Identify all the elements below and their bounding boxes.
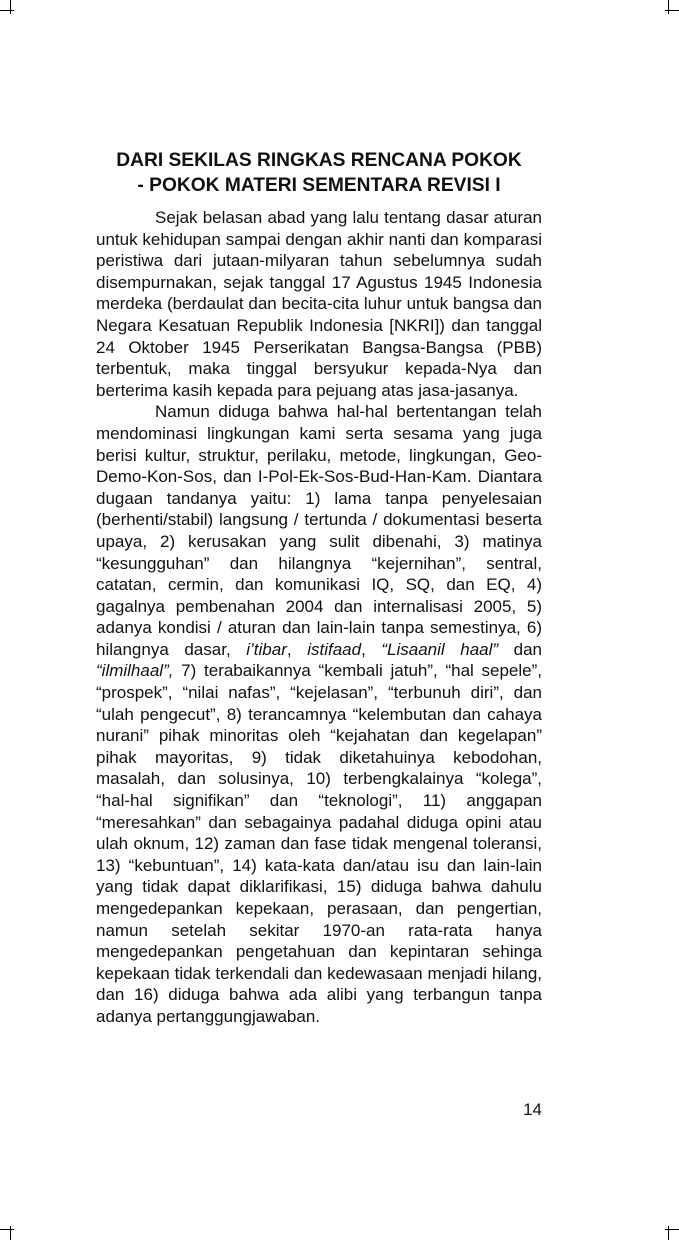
page-number: 14 [523,1100,542,1119]
paragraph-2-text: Namun diduga bahwa hal-hal bertentangan telah mendominasi lingkungan kami serta sesama yang juga berisi kultur, struktur, perilaku, metode, lingkungan, Geo-Demo-Kon-Sos, dan I-Pol-Ek-Sos-Bud-Han-Kam. Diantara dugaan tandanya yaitu: 1) lama tanpa penyelesaian (berhenti/stabil) langsung / tertunda / dokumentasi beserta upaya, 2) kerusakan yang sulit dibenahi, 3) matinya “kesungguhan” dan hilangnya “kejernihan”, sentral, catatan, cermin, dan komunikasi IQ, SQ, dan EQ, 4) gagalnya pembenahan 2004 dan internalisasi 2005, 5) adanya kondisi / aturan dan lain-lain tanpa semestinya, 6) hilangnya dasar, [96,402,542,659]
crop-mark-top-right [665,10,679,11]
crop-mark-top-right [668,0,669,14]
paragraph-2 [96,401,542,1027]
paragraph-1: Sejak belasan abad yang lalu tentang dasar aturan untuk kehidupan sampai dengan akhir nanti dan komparasi peristiwa dari jutaan-milyaran tahun sebelumnya sudah disempurnakan, sejak tanggal 17 Agustus 1945 Indonesia merdeka (berdaulat dan becita-cita luhur untuk bangsa dan Negara Kesatuan Republik Indonesia [NKRI]) dan tanggal 24 Oktober 1945 Perserikatan Bangsa-Bangsa (PBB) terbentuk, maka tinggal bersyukur kepada-Nya dan berterima kasih kepada para pejuang atas jasa-jasanya. [96,208,542,400]
italic-term: “Lisaanil haal” [381,639,499,659]
paragraph-2-text: , [361,639,382,659]
crop-mark-top-left [0,10,14,11]
paragraph-2-text: dan [498,639,543,659]
crop-mark-bottom-left [0,1229,14,1230]
italic-term: i’tibar [246,639,287,659]
title-line-1: DARI SEKILAS RINGKAS RENCANA POKOK [116,150,522,171]
paragraph-2-text: , [286,639,308,659]
crop-mark-bottom-right [665,1229,679,1230]
page-title [96,148,542,198]
crop-mark-top-left [10,0,11,14]
paragraph-2-text: 7) terabaikannya “kembali jatuh”, “hal sepele”, “prospek”, “nilai nafas”, “kejelasan”, “terbunuh diri”, dan “ulah pengecut”, 8) terancamnya “kelembutan dan cahaya nurani” pihak minoritas oleh “kejahatan dan kegelapan” pihak mayoritas, 9) tidak diketahuinya kebodohan, masalah, dan solusinya, 10) terbengkalainya “kolega”, “hal-hal signifikan” dan “teknologi”, 11) anggapan “meresahkan” dan sebagainya padahal diduga opini atau ulah oknum, 12) zaman dan fase tidak mengenal toleransi, 13) “kebuntuan”, 14) kata-kata dan/atau isu dan lain-lain yang tidak dapat diklarifikasi, 15) diduga bahwa dahulu mengedepankan kepekaan, perasaan, dan pengertian, namun setelah sekitar 1970-an rata-rata hanya mengedepankan pengetahuan dan kepintaran sehinga kepekaan tidak terkendali dan kedewasaan menjadi hilang, dan 16) diduga bahwa ada alibi yang terbangun tanpa adanya pertanggungjawaban. [96,661,542,1026]
italic-term: istifaad [307,639,362,659]
italic-term: “ilmilhaal”, [96,661,174,681]
title-line-2: - POKOK MATERI SEMENTARA REVISI I [137,175,501,196]
body-text [96,207,542,1028]
